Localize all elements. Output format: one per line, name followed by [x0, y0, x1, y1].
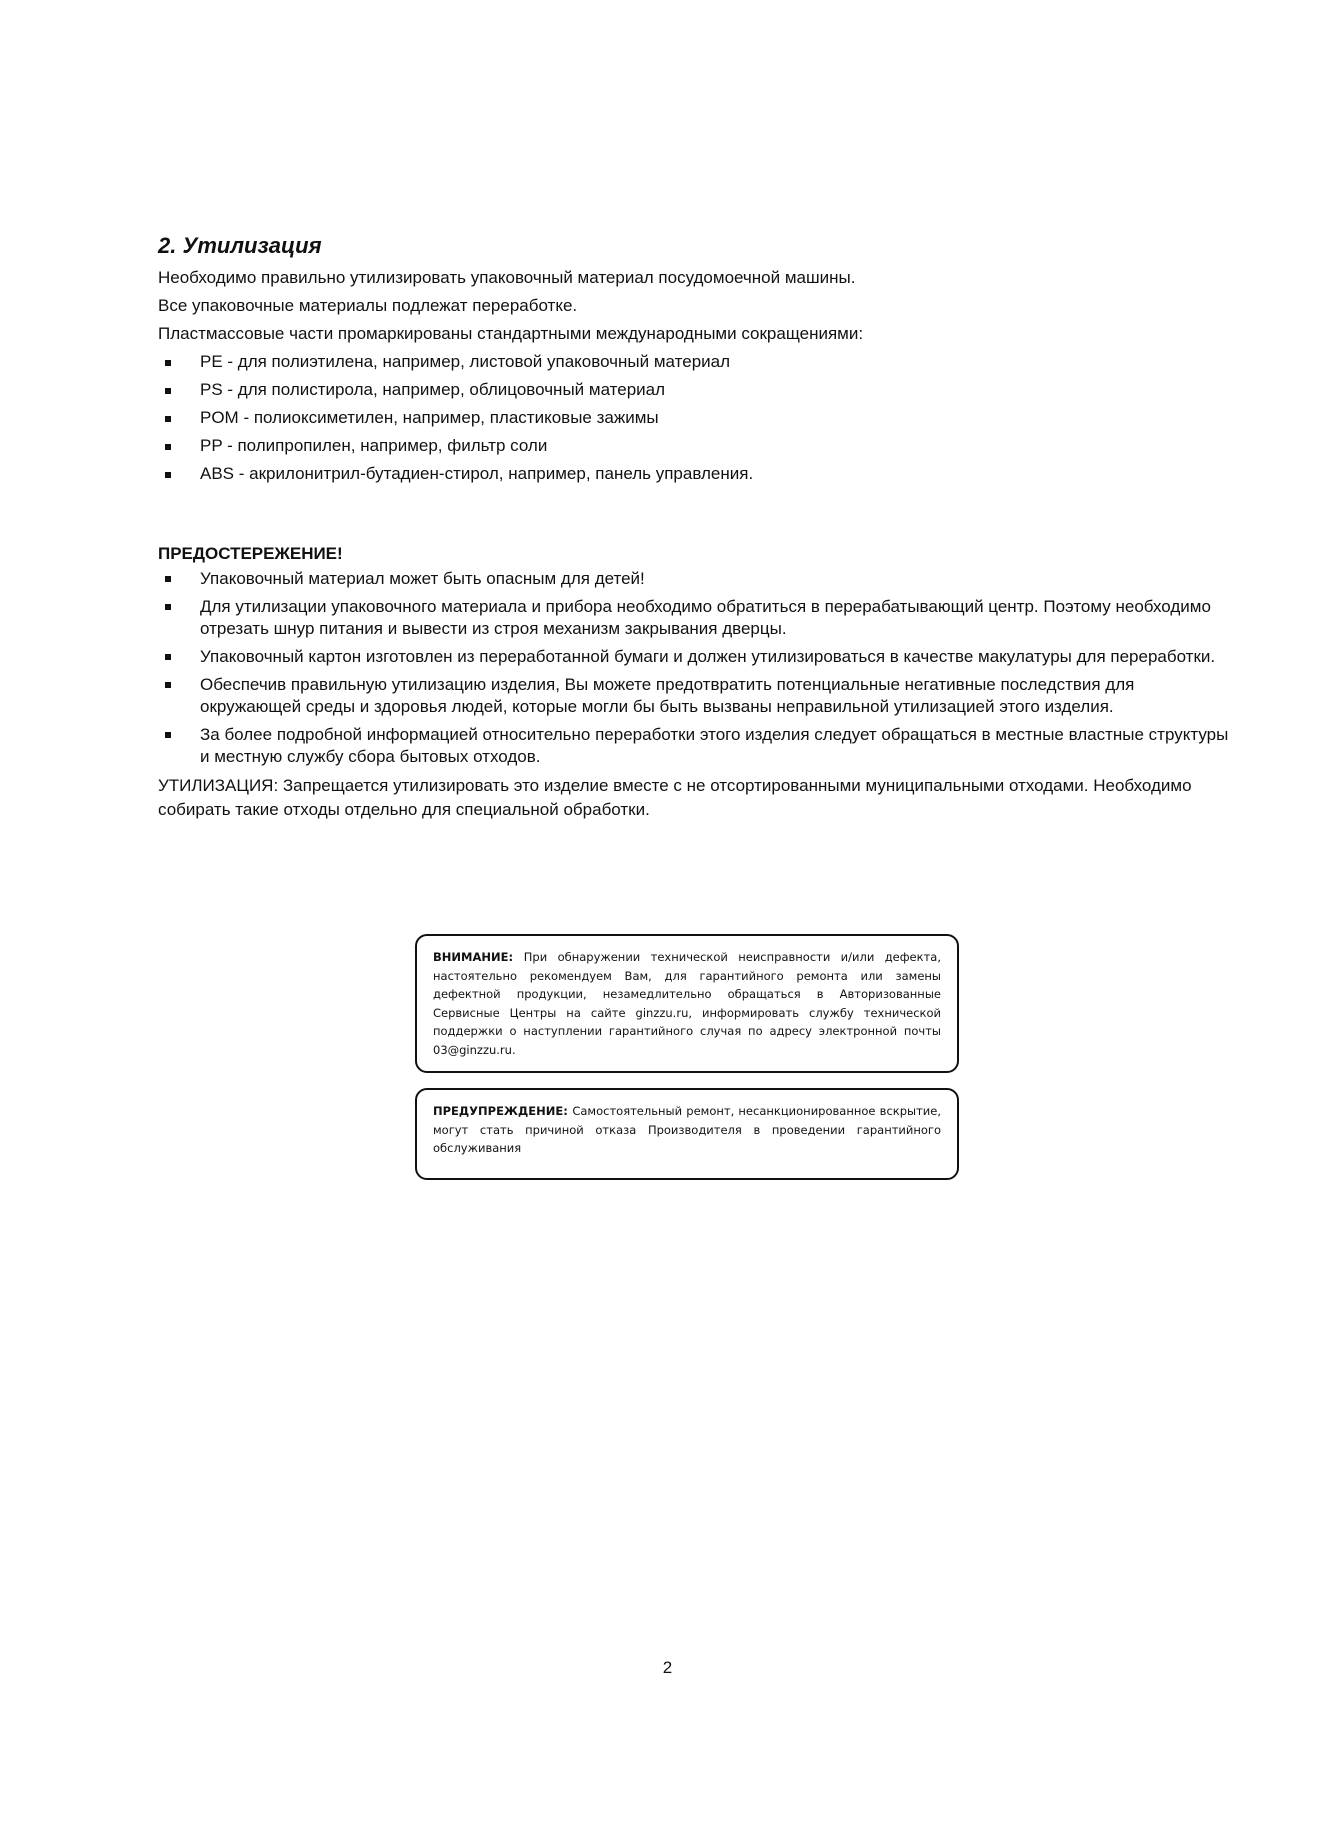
- attention-lead: ВНИМАНИЕ:: [433, 950, 524, 964]
- main-content: [158, 232, 1238, 822]
- bullet-icon: [165, 388, 171, 394]
- caution-item-text: За более подробной информацией относительно переработки этого изделия следует обращаться в местные властные структуры и местную службу сбора бытовых отходов.: [200, 725, 1229, 766]
- warning-lead: ПРЕДУПРЕЖДЕНИЕ:: [433, 1104, 573, 1118]
- list-item: [158, 646, 1238, 668]
- list-item: [158, 596, 1238, 640]
- section-title: 2. Утилизация: [158, 233, 322, 258]
- warning-notice-box: [415, 1088, 959, 1180]
- bullet-icon: [165, 416, 171, 422]
- list-item: [158, 432, 1238, 460]
- bullet-icon: [165, 360, 171, 366]
- disposal-note: УТИЛИЗАЦИЯ: Запрещается утилизировать это изделие вместе с не отсортированными муниципальными отходами. Необходимо собирать такие отходы отдельно для специальной обработки.: [158, 776, 1192, 819]
- plastics-list: [158, 348, 1238, 488]
- bullet-icon: [165, 472, 171, 478]
- attention-notice-box: [415, 934, 959, 1073]
- caution-item-text: Для утилизации упаковочного материала и прибора необходимо обратиться в перерабатывающий центр. Поэтому необходимо отрезать шнур питания и вывести из строя механизм закрывания дверцы.: [200, 597, 1211, 638]
- intro-line-2: Все упаковочные материалы подлежат переработке.: [158, 296, 578, 315]
- list-item: [158, 724, 1238, 768]
- list-item: [158, 404, 1238, 432]
- bullet-icon: [165, 654, 171, 660]
- bullet-icon: [165, 682, 171, 688]
- list-item: [158, 568, 1238, 590]
- intro-line-3: Пластмассовые части промаркированы стандартными международными сокращениями:: [158, 324, 864, 343]
- list-item: [158, 674, 1238, 718]
- caution-list: [158, 568, 1238, 768]
- bullet-icon: [165, 732, 171, 738]
- caution-item-text: Упаковочный материал может быть опасным для детей!: [200, 569, 645, 588]
- intro-line-1: Необходимо правильно утилизировать упаковочный материал посудомоечной машины.: [158, 268, 856, 287]
- list-item: [158, 460, 1238, 488]
- list-item: [158, 348, 1238, 376]
- bullet-icon: [165, 444, 171, 450]
- plastics-item-text: POM - полиоксиметилен, например, пластиковые зажимы: [200, 408, 659, 427]
- plastics-item-text: PS - для полистирола, например, облицовочный материал: [200, 380, 666, 399]
- caution-item-text: Обеспечив правильную утилизацию изделия, Вы можете предотвратить потенциальные негативные последствия для окружающей среды и здоровья людей, которые могли бы быть вызваны неправильной утилизацией этого изделия.: [200, 675, 1135, 716]
- bullet-icon: [165, 604, 171, 610]
- caution-title: ПРЕДОСТЕРЕЖЕНИЕ!: [158, 544, 343, 563]
- plastics-item-text: PP - полипропилен, например, фильтр соли: [200, 436, 548, 455]
- list-item: [158, 376, 1238, 404]
- warning-text: Самостоятельный ремонт, несанкционированное вскрытие, могут стать причиной отказа Производителя в проведении гарантийного обслуживания: [433, 1104, 941, 1155]
- bullet-icon: [165, 576, 171, 582]
- attention-text: При обнаружении технической неисправности и/или дефекта, настоятельно рекомендуем Вам, для гарантийного ремонта или замены дефектной продукции, незамедлительно обращаться в Авторизованные Сервисные Центры на сайте ginzzu.ru, информировать службу технической поддержки о наступлении гарантийного случая по адресу электронной почты 03@ginzzu.ru.: [433, 950, 941, 1057]
- caution-item-text: Упаковочный картон изготовлен из переработанной бумаги и должен утилизироваться в качестве макулатуры для переработки.: [200, 647, 1216, 666]
- plastics-item-text: ABS - акрилонитрил-бутадиен-стирол, например, панель управления.: [200, 464, 754, 483]
- plastics-item-text: PE - для полиэтилена, например, листовой упаковочный материал: [200, 352, 731, 371]
- page-number: 2: [662, 1658, 673, 1677]
